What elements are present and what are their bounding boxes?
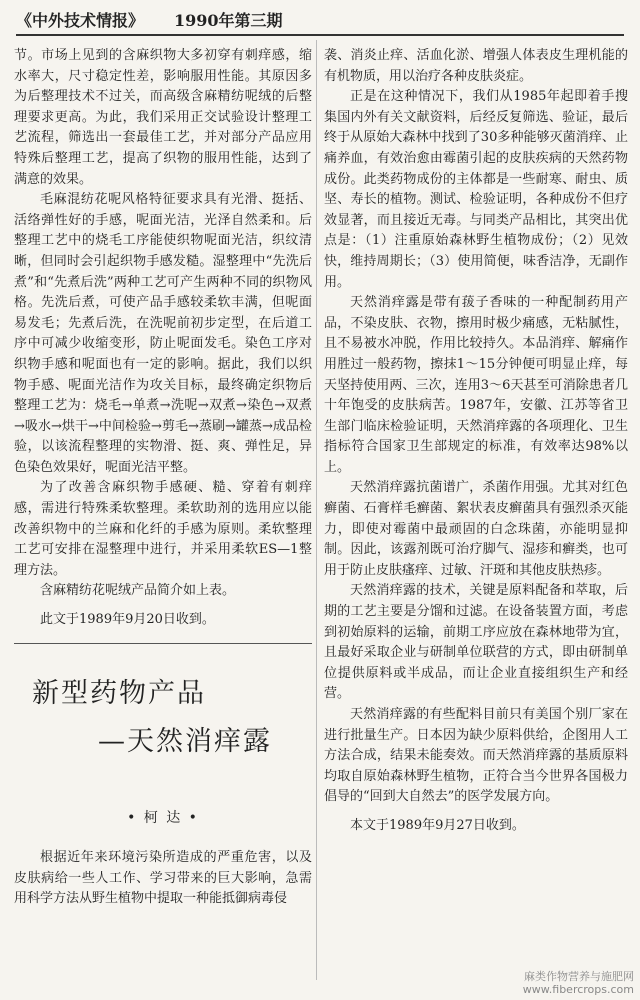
issue-label: 1990年第三期 [174, 11, 283, 30]
paragraph: 毛麻混纺花呢风格特征要求具有光滑、挺括、活络弹性好的手感，呢面光洁，光泽自然柔和。后整理工艺中的烧毛工序能使织物呢面光洁，织纹清晰，但同时会引起织物手感发糙。湿整理中“先洗后煮”和“先煮后洗”两种工艺可产生两种不同的织物风格。先洗后煮，可使产品手感较柔软丰满，但呢面易发毛；先煮后洗，在洗呢前初步定型，在后道工序中可减少收缩变形，防止呢面发毛。染色工序对织物手感和呢面也有一定的影响。据此，我们以织物手感、呢面光洁作为攻关目标，最终确定织物后整理工艺为：烧毛→单煮→洗呢→双煮→染色→双煮→吸水→烘干→中间检验→剪毛→蒸刷→罐蒸→成品检验，以该流程整理的实物滑、挺、爽、弹性足，异色染色效果好，呢面光洁平整。 [14, 192, 312, 475]
article-intro: 根据近年来环境污染所造成的严重危害，以及皮肤病给一些人工作、学习带来的巨大影响，急需用科学方法从野生植物中提取一种能抵御病毒侵 [14, 850, 312, 907]
paragraph: 天然消痒露抗菌谱广，杀菌作用强。尤其对红色癣菌、石膏样毛癣菌、絮状表皮癣菌具有强烈杀灭能力，即使对霉菌中最顽固的白念珠菌，亦能明显抑制。因此，该露剂既可治疗脚气、湿疹和癣类，也可用于防止皮肤瘙痒、过敏、汗斑和其他皮肤热疹。 [324, 480, 628, 578]
paragraph: 为了改善含麻织物手感硬、糙、穿着有刺痒感，需进行特殊柔软整理。柔软助剂的选用应以能改善织物中的兰麻和化纤的手感为原则。柔软整理工艺可安排在湿整理中进行，并采用柔软ES—1整理方法。 [14, 480, 312, 578]
paragraph: 天然消痒露是带有菝子香味的一种配制药用产品，不染皮肤、衣物，擦用时极少痛感，无粘腻性，且不易被水冲脱，作用比较持久。本品消痒、解痛作用胜过一般药物，擦抹1～15分钟便可明显止痒，每天坚持使用两、三次，连用3～6天甚至可消除患者几十年饱受的皮肤病苦。1987年，安徽、江苏等省卫生部门临床检验证明，天然消痒露的各项理化、卫生指标符合国家卫生部规定的标准，有效率达98%以上。 [324, 295, 628, 475]
watermark [523, 970, 634, 996]
journal-name: 《中外技术情报》 [16, 11, 145, 30]
paragraph: 节。市场上见到的含麻织物大多初穿有刺痒感，缩水率大，尺寸稳定性差，影响服用性能。其原因多为后整理技术不过关，而高级含麻精纺呢绒的后整理要求更高。为此，我们采用正交试验设计整理工艺流程，筛选出一套最佳工艺，并对部分产品应用特殊后整理工艺，提高了织物的服用性能，达到了满意的效果。 [14, 48, 312, 187]
right-column [324, 46, 628, 990]
paragraph: 袭、消炎止痒、活血化淤、增强人体表皮生理机能的有机物质，用以治疗各种皮肤炎症。 [324, 48, 628, 84]
article-title-line2: —天然消痒露 [98, 725, 272, 757]
article-title-line1: 新型药物产品 [32, 677, 206, 709]
column-divider [316, 40, 317, 980]
left-column [14, 46, 312, 990]
watermark-url: www.fibercrops.com [522, 983, 634, 996]
page-header [16, 6, 624, 36]
received-date: 本文于1989年9月27日收到。 [350, 817, 525, 833]
section-rule [14, 643, 312, 644]
received-date: 此文于1989年9月20日收到。 [40, 612, 215, 628]
watermark-line: 麻类作物营养与施肥网 [524, 970, 634, 983]
paragraph: 天然消痒露的有些配料目前只有美国个别厂家在进行批量生产。日本因为缺少原料供给，企图用人工方法合成，结果未能奏效。而天然消痒露的基质原料均取自原始森林野生植物，正符合当今世界各国极力倡导的“回到大自然去”的医学发展方向。 [324, 707, 628, 805]
paragraph: 含麻精纺花呢绒产品简介如上表。 [40, 583, 236, 599]
article-author: • 柯 达 • [127, 809, 199, 826]
paragraph: 天然消痒露的技术，关键是原料配备和萃取，后期的工艺主要是分馏和过滤。在设备装置方面，考虑到初始原料的运输，前期工序应放在森林地带为宜，且最好采取企业与研制单位联营的方式，即由研制单位提供原料或半成品，而让企业直接组织生产和经营。 [324, 583, 628, 702]
paragraph: 正是在这种情况下，我们从1985年起即着手搜集国内外有关文献资料，后经反复筛选、验证，最后终于从原始大森林中找到了30多种能够灭菌消痒、止痛养血，有效治愈由霉菌引起的皮肤疾病的天然药物成份。此类药物成份的主体都是一些耐寒、耐虫、质坚、寿长的植物。测试、检验证明，各种成份不但疗效显著，而且接近无毒。与同类产品相比，其突出优点是：（1）注重原始森林野生植物成份；（2）见效快，维持周期长；（3）使用简便，味香洁净，无副作用。 [324, 89, 628, 290]
